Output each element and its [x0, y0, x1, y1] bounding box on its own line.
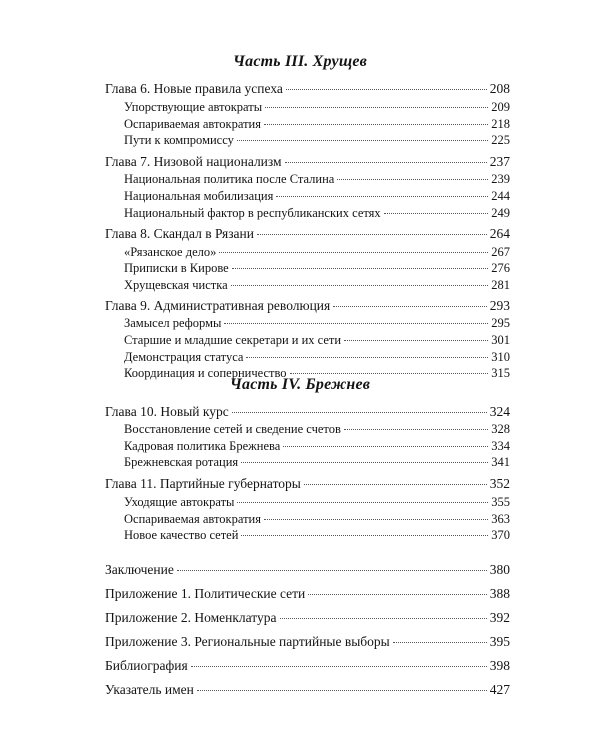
- back-matter-title: Приложение 1. Политические сети: [105, 586, 306, 601]
- section-title: Замысел реформы: [124, 316, 222, 330]
- page-number: 218: [491, 117, 510, 131]
- page-number: 267: [491, 245, 510, 259]
- toc-section[interactable]: [124, 99, 510, 115]
- dot-leader: [232, 412, 487, 413]
- page-number: 334: [491, 439, 510, 453]
- back-matter-title: Библиография: [105, 658, 188, 673]
- section-title: Оспариваемая автократия: [124, 512, 261, 526]
- toc-conclusion[interactable]: [105, 562, 510, 578]
- dot-leader: [241, 535, 488, 536]
- page-number: 244: [491, 189, 510, 203]
- toc-chapter-6[interactable]: [105, 81, 510, 97]
- toc-chapter-9[interactable]: [105, 298, 510, 314]
- chapter-title: Глава 11. Партийные губернаторы: [105, 476, 301, 491]
- dot-leader: [237, 502, 488, 503]
- page-number: 301: [491, 333, 510, 347]
- toc-section[interactable]: [124, 171, 510, 187]
- toc-chapter-10[interactable]: [105, 404, 510, 420]
- toc-chapter-7[interactable]: [105, 154, 510, 170]
- dot-leader: [304, 484, 487, 485]
- page-number: 281: [491, 278, 510, 292]
- section-title: Национальная мобилизация: [124, 189, 274, 203]
- toc-section[interactable]: [124, 332, 510, 348]
- section-title: Кадровая политика Брежнева: [124, 439, 281, 453]
- section-title: Координация и соперничество: [124, 366, 287, 380]
- chapter-title: Глава 6. Новые правила успеха: [105, 81, 283, 96]
- toc-section[interactable]: [124, 494, 510, 510]
- section-title: Приписки в Кирове: [124, 261, 229, 275]
- section-title: Восстановление сетей и сведение счетов: [124, 422, 341, 436]
- part-3-title: Часть III. Хрущев: [232, 53, 368, 70]
- section-title: Упорствующие автократы: [124, 100, 263, 114]
- dot-leader: [280, 618, 487, 619]
- chapter-title: Глава 10. Новый курс: [105, 404, 229, 419]
- toc-name-index[interactable]: [105, 682, 510, 698]
- back-matter-title: Приложение 2. Номенклатура: [105, 610, 277, 625]
- toc-chapter-8[interactable]: [105, 226, 510, 242]
- part-4-title: Часть IV. Брежнев: [229, 376, 371, 393]
- page-number: 392: [489, 610, 510, 625]
- dot-leader: [283, 446, 488, 447]
- dot-leader: [290, 373, 489, 374]
- dot-leader: [276, 196, 488, 197]
- page-number: 225: [491, 133, 510, 147]
- toc-section[interactable]: [124, 116, 510, 132]
- section-title: Старшие и младшие секретари и их сети: [124, 333, 342, 347]
- page-number: 237: [489, 154, 510, 169]
- section-title: Новое качество сетей: [124, 528, 239, 542]
- section-title: Пути к компромиссу: [124, 133, 234, 147]
- dot-leader: [264, 124, 488, 125]
- toc-section[interactable]: [124, 244, 510, 260]
- page-number: 328: [491, 422, 510, 436]
- toc-section[interactable]: [124, 421, 510, 437]
- dot-leader: [224, 323, 488, 324]
- page-number: 370: [491, 528, 510, 542]
- section-title: Демонстрация статуса: [124, 350, 244, 364]
- toc-appendix-2[interactable]: [105, 610, 510, 626]
- back-matter-title: Приложение 3. Региональные партийные выборы: [105, 634, 390, 649]
- toc-section[interactable]: [124, 188, 510, 204]
- chapter-title: Глава 9. Административная революция: [105, 298, 331, 313]
- page-number: 398: [489, 658, 510, 673]
- page-number: 352: [489, 476, 510, 491]
- toc-appendix-3[interactable]: [105, 634, 510, 650]
- toc-section[interactable]: [124, 527, 510, 543]
- page-number: 249: [491, 206, 510, 220]
- dot-leader: [237, 140, 488, 141]
- toc-section[interactable]: [124, 511, 510, 527]
- page-number: 239: [491, 172, 510, 186]
- section-title: Уходящие автократы: [124, 495, 235, 509]
- toc-section[interactable]: [124, 454, 510, 470]
- dot-leader: [308, 594, 486, 595]
- page-number: 395: [489, 634, 510, 649]
- page-number: 324: [489, 404, 510, 419]
- section-title: Хрущевская чистка: [124, 278, 228, 292]
- page-number: 208: [489, 81, 510, 96]
- toc-section[interactable]: [124, 315, 510, 331]
- dot-leader: [177, 570, 487, 571]
- dot-leader: [257, 234, 487, 235]
- page-number: 209: [491, 100, 510, 114]
- section-title: Брежневская ротация: [124, 455, 239, 469]
- page-number: 341: [491, 455, 510, 469]
- toc-section[interactable]: [124, 205, 510, 221]
- page-number: 388: [489, 586, 510, 601]
- toc-chapter-11[interactable]: [105, 476, 510, 492]
- dot-leader: [285, 162, 487, 163]
- back-matter-title: Указатель имен: [105, 682, 194, 697]
- dot-leader: [344, 340, 488, 341]
- toc-bibliography[interactable]: [105, 658, 510, 674]
- dot-leader: [337, 179, 488, 180]
- chapter-title: Глава 7. Низовой национализм: [105, 154, 282, 169]
- dot-leader: [197, 690, 487, 691]
- toc-section[interactable]: [124, 438, 510, 454]
- page-number: 315: [491, 366, 510, 380]
- dot-leader: [191, 666, 487, 667]
- dot-leader: [265, 107, 488, 108]
- dot-leader: [241, 462, 488, 463]
- page-number: 264: [489, 226, 510, 241]
- toc-section[interactable]: [124, 260, 510, 276]
- page-number: 355: [491, 495, 510, 509]
- page-number: 363: [491, 512, 510, 526]
- dot-leader: [286, 89, 487, 90]
- section-title: «Рязанское дело»: [124, 245, 217, 259]
- dot-leader: [344, 429, 488, 430]
- dot-leader: [246, 357, 488, 358]
- page-number: 295: [491, 316, 510, 330]
- toc-section[interactable]: [124, 349, 510, 365]
- dot-leader: [231, 285, 489, 286]
- section-title: Национальная политика после Сталина: [124, 172, 335, 186]
- back-matter-title: Заключение: [105, 562, 174, 577]
- page-number: 427: [489, 682, 510, 697]
- page-number: 276: [491, 261, 510, 275]
- dot-leader: [264, 519, 488, 520]
- dot-leader: [384, 213, 489, 214]
- dot-leader: [232, 268, 489, 269]
- page-number: 380: [489, 562, 510, 577]
- section-title: Национальный фактор в республиканских сетях: [124, 206, 381, 220]
- page-number: 310: [491, 350, 510, 364]
- section-title: Оспариваемая автократия: [124, 117, 261, 131]
- dot-leader: [333, 306, 487, 307]
- chapter-title: Глава 8. Скандал в Рязани: [105, 226, 254, 241]
- toc-section[interactable]: [124, 277, 510, 293]
- dot-leader: [219, 252, 488, 253]
- dot-leader: [393, 642, 487, 643]
- toc-section[interactable]: [124, 132, 510, 148]
- toc-appendix-1[interactable]: [105, 586, 510, 602]
- page-number: 293: [489, 298, 510, 313]
